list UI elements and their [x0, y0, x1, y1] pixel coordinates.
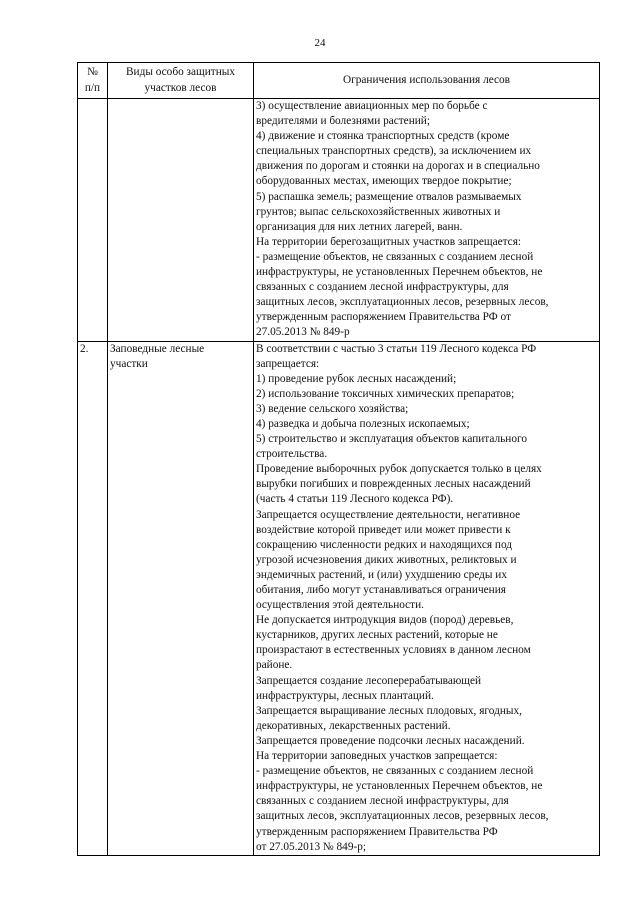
row-type-cell	[108, 341, 254, 855]
restriction-text-line: движения по дорогам и стоянки на дорогах и в специально	[256, 160, 540, 173]
restriction-text-line: 4) движение и стоянка транспортных средств (кроме	[256, 130, 510, 143]
restrictions-table	[77, 62, 600, 856]
restriction-text-line: защитных лесов, эксплуатационных лесов, резервных лесов,	[256, 810, 549, 823]
restriction-text-line: На территории заповедных участков запрещается:	[256, 750, 498, 763]
restriction-text-line: утвержденным распоряжением Правительства РФ от	[256, 311, 511, 324]
row-number-cell: 2.	[78, 341, 108, 855]
restriction-text-line: На территории берегозащитных участков запрещается:	[256, 235, 522, 248]
restriction-text-line: воздействие которой приведет или может привести к	[256, 523, 511, 536]
restriction-text-line: утвержденным распоряжением Правительства РФ	[256, 825, 498, 838]
restriction-text-line: вредителями и болезнями растений;	[256, 115, 430, 128]
restriction-text-line: Проведение выборочных рубок допускается только в целях	[256, 463, 542, 476]
restriction-text-line: кустарников, других лесных растений, которые не	[256, 629, 498, 642]
restriction-text-line: (часть 4 статьи 119 Лесного кодекса РФ).	[256, 493, 454, 506]
restriction-text-line: инфраструктуры, лесных плантаций.	[256, 689, 434, 702]
restriction-text-line: строительства.	[256, 448, 328, 461]
restriction-text-line: связанных с созданием лесной инфраструктуры, для	[256, 795, 509, 808]
restriction-text-line: организация для них летних лагерей, ванн.	[256, 220, 463, 233]
row-type-cell	[108, 99, 254, 342]
page-number: 24	[314, 37, 326, 49]
header-forest-type-line: участков лесов	[144, 81, 217, 94]
restriction-text-line: В соответствии с частью 3 статьи 119 Лесного кодекса РФ	[256, 342, 537, 355]
row-restrictions-cell	[254, 99, 600, 342]
header-forest-type-line: Виды особо защитных	[126, 66, 235, 79]
header-number	[78, 63, 108, 99]
restriction-text-line: вырубки погибших и поврежденных лесных насаждений	[256, 478, 531, 491]
restriction-text-line: 1) проведение рубок лесных насаждений;	[256, 372, 457, 385]
restriction-text-line: оборудованных местах, имеющих твердое покрытие;	[256, 175, 512, 188]
restriction-text-line: произрастают в естественных условиях в данном лесном	[256, 644, 531, 657]
restriction-text-line: сокращению численности редких и находящихся под	[256, 538, 513, 551]
restriction-text-line: защитных лесов, эксплуатационных лесов, резервных лесов,	[256, 296, 549, 309]
restriction-text-line: 27.05.2013 № 849-р	[256, 326, 350, 339]
header-number-line: п/п	[84, 81, 101, 94]
row-type-line: участки	[110, 357, 148, 370]
restriction-text-line: районе.	[256, 659, 293, 672]
row-number-cell	[78, 99, 108, 342]
restriction-text-line: Запрещается создание лесоперерабатывающей	[256, 674, 482, 687]
header-restrictions: Ограничения использования лесов	[254, 63, 600, 99]
restriction-text-line: 5) распашка земель; размещение отвалов размываемых	[256, 190, 522, 203]
restriction-text-line: от 27.05.2013 № 849-р;	[256, 840, 367, 853]
restriction-text-line: грунтов; выпас сельскохозяйственных животных и	[256, 205, 501, 218]
restriction-text-line: запрещается:	[256, 357, 320, 370]
restriction-text-line: Запрещается проведение подсочки лесных насаждений.	[256, 734, 525, 747]
restriction-text-line: Запрещается выращивание лесных плодовых, ягодных,	[256, 704, 522, 717]
restriction-text-line: Не допускается интродукция видов (пород) деревьев,	[256, 614, 514, 627]
restriction-text-line: 3) ведение сельского хозяйства;	[256, 402, 409, 415]
table-header-row	[78, 63, 600, 99]
restriction-text-line: угрозой исчезновения диких животных, реликтовых и	[256, 553, 517, 566]
table-row	[78, 99, 600, 342]
restriction-text-line: - размещение объектов, не связанных с созданием лесной	[256, 765, 534, 778]
table-row	[78, 341, 600, 855]
restriction-text-line: связанных с созданием лесной инфраструктуры, для	[256, 281, 509, 294]
restriction-text-line: осуществления этой деятельности.	[256, 599, 424, 612]
restriction-text-line: 5) строительство и эксплуатация объектов капитального	[256, 433, 527, 446]
restriction-text-line: инфраструктуры, не установленных Перечнем объектов, не	[256, 266, 543, 279]
restriction-text-line: инфраструктуры, не установленных Перечнем объектов, не	[256, 780, 543, 793]
restriction-text-line: - размещение объектов, не связанных с созданием лесной	[256, 250, 534, 263]
header-forest-type	[108, 63, 254, 99]
restriction-text-line: обитания, либо могут устанавливаться ограничения	[256, 584, 506, 596]
restriction-text-line: 4) разведка и добыча полезных ископаемых;	[256, 417, 470, 430]
restriction-text-line: эндемичных растений, и (или) ухудшению среды их	[256, 568, 508, 581]
restriction-text-line: Запрещается осуществление деятельности, негативное	[256, 508, 521, 521]
restriction-text-line: декоративных, лекарственных растений.	[256, 719, 451, 732]
header-number-line: №	[87, 66, 98, 79]
restriction-text-line: специальных транспортных средств), за исключением их	[256, 145, 532, 158]
row-type-line: Заповедные лесные	[110, 342, 205, 355]
restriction-text-line: 2) использование токсичных химических препаратов;	[256, 387, 515, 400]
row-restrictions-cell	[254, 341, 600, 855]
restriction-text-line: 3) осуществление авиационных мер по борьбе с	[256, 100, 488, 112]
